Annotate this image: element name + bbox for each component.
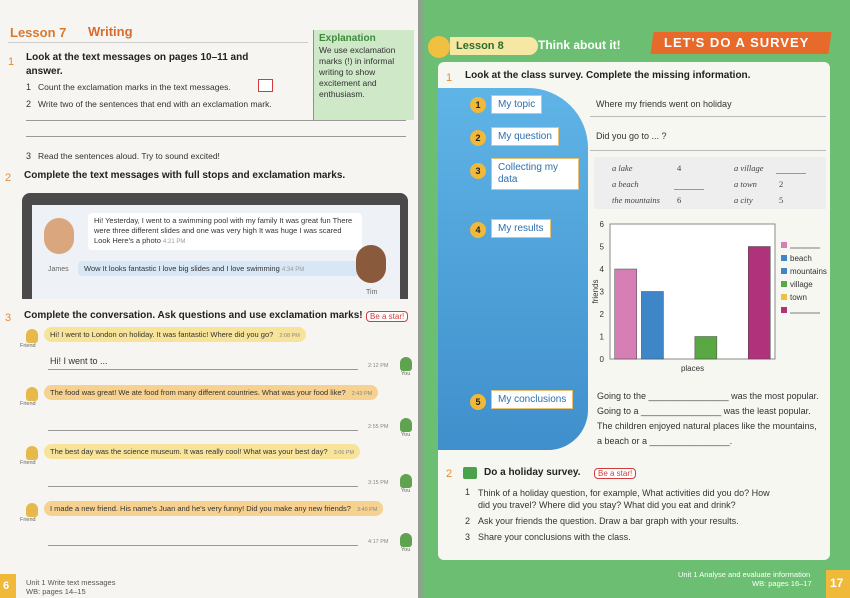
lesson-icon — [428, 36, 450, 58]
q1-item-1: Count the exclamation marks in the text messages. — [38, 82, 231, 92]
y-tick-label: 3 — [599, 287, 604, 297]
message-time: 3:15 PM — [368, 480, 389, 486]
divider — [590, 150, 826, 151]
bar — [748, 247, 770, 360]
q1-item-2: Write two of the sentences that end with an exclamation mark. — [38, 99, 272, 109]
q3-number: 3 — [5, 312, 12, 324]
conclusion-line[interactable]: Going to a ________________ was the least popular. — [597, 406, 811, 416]
question-value: Did you go to ... ? — [596, 131, 667, 141]
conclusion-line[interactable]: a beach or a ________________. — [597, 436, 733, 446]
banner-text: LET'S DO A SURVEY — [664, 35, 810, 50]
speaker-label: You — [401, 432, 411, 438]
q1-number: 1 — [446, 72, 453, 84]
answer-line[interactable] — [48, 369, 358, 370]
footer-wb: WB: pages 16–17 — [752, 579, 812, 588]
message-bubble — [88, 213, 362, 250]
q1-text: Look at the class survey. Complete the missing information. — [465, 70, 751, 81]
answer-line[interactable] — [26, 136, 406, 137]
lesson-title: Think about it! — [538, 38, 621, 52]
explanation-title: Explanation — [319, 33, 376, 44]
divider — [590, 116, 826, 117]
lesson-label: Lesson 7 — [10, 25, 67, 40]
speaker-label: You — [401, 488, 411, 494]
step-4-label: My results — [491, 219, 551, 238]
speaker-label: Friend — [20, 343, 36, 349]
step-1-label: My topic — [491, 95, 542, 114]
topic-value: Where my friends went on holiday — [596, 99, 732, 109]
place-label: a village — [734, 163, 764, 173]
person-icon — [26, 387, 38, 401]
legend-swatch — [781, 281, 787, 287]
message-time: 2:12 PM — [368, 363, 389, 369]
avatar — [44, 218, 74, 254]
message-time: 4:34 PM — [281, 267, 305, 273]
divider — [8, 42, 308, 43]
message-time: 3:06 PM — [333, 450, 355, 456]
speaker-label: You — [401, 547, 411, 553]
answer-box[interactable] — [258, 79, 273, 92]
sender-name: James — [48, 266, 69, 273]
person-icon — [400, 474, 412, 488]
speaker-label: Friend — [20, 460, 36, 466]
place-label: a beach — [612, 179, 639, 189]
x-axis-label: places — [680, 364, 705, 373]
answer-line[interactable] — [48, 430, 358, 431]
speaker-label: Friend — [20, 401, 36, 407]
spine — [418, 0, 426, 598]
step-5-badge: 5 — [470, 394, 486, 410]
avatar — [356, 245, 386, 283]
explanation-text: We use exclamation marks (!) in informal writing to show excitement and enthusiasm. — [319, 45, 396, 99]
q2-item-2: Ask your friends the question. Draw a bar graph with your results. — [478, 516, 739, 526]
message-text: The food was great! We ate food from many different countries. What was your food like? — [50, 388, 346, 397]
answer-line[interactable] — [674, 189, 704, 190]
q2-text: Do a holiday survey. — [484, 467, 581, 478]
q1-number: 1 — [8, 56, 15, 68]
be-a-star-badge: Be a star! — [366, 311, 408, 322]
legend-swatch — [781, 307, 787, 313]
count-value: 2 — [779, 179, 784, 189]
y-tick-label: 5 — [599, 242, 604, 252]
explanation-box — [313, 30, 414, 120]
page-number: 6 — [3, 580, 10, 592]
message-time: 4:21 PM — [163, 239, 186, 245]
message-text: Hi! I went to London on holiday. It was fantastic! Where did you go? — [50, 330, 274, 339]
speaker-label: Friend — [20, 517, 36, 523]
step-3-badge: 3 — [470, 163, 486, 179]
lesson-title: Writing — [88, 24, 133, 39]
answer-line[interactable] — [48, 486, 358, 487]
place-label: a town — [734, 179, 757, 189]
q1-item-3-num: 3 — [26, 151, 32, 161]
y-tick-label: 0 — [599, 355, 604, 364]
q2-number: 2 — [5, 172, 12, 184]
legend-swatch — [781, 255, 787, 261]
message-bubble — [44, 501, 383, 516]
y-tick-label: 4 — [599, 265, 604, 274]
page-number: 17 — [830, 576, 844, 590]
conclusion-line: The children enjoyed natural places like the mountains, — [597, 421, 817, 431]
message-bubble — [44, 385, 378, 400]
message-text: I made a new friend. His name's Juan and he's very funny! Did you make any new friends? — [50, 504, 351, 513]
q3-text: Complete the conversation. Ask questions and use exclamation marks! — [24, 310, 363, 321]
answer-text[interactable]: Hi! I went to ... — [50, 356, 108, 366]
y-tick-label: 2 — [599, 310, 604, 319]
legend-label: town — [790, 293, 807, 302]
legend-label: village — [790, 280, 813, 289]
left-page — [0, 0, 418, 598]
q2-number: 2 — [446, 468, 453, 480]
speaker-label: You — [401, 371, 411, 377]
y-tick-label: 6 — [599, 220, 604, 229]
answer-line[interactable] — [26, 120, 406, 121]
q2-item-3: Share your conclusions with the class. — [478, 532, 631, 542]
q2-item-1-num: 1 — [465, 487, 471, 497]
person-icon — [26, 446, 38, 460]
step-3-label: Collecting my data — [491, 158, 579, 190]
footer-wb: WB: pages 14–15 — [26, 587, 86, 596]
legend-label: mountains — [790, 267, 827, 276]
lesson-label: Lesson 8 — [456, 40, 504, 52]
q2-item-3-num: 3 — [465, 532, 471, 542]
message-text: Hi! Yesterday, I went to a swimming pool with my family It was great fun There were three different slides and one was very high It was huge I was scared Look Here's a photo — [94, 216, 353, 245]
survey-icon — [463, 467, 477, 479]
legend-swatch — [781, 268, 787, 274]
answer-line[interactable] — [48, 545, 358, 546]
q2-item-2-num: 2 — [465, 516, 471, 526]
y-tick-label: 1 — [599, 332, 604, 342]
message-bubble — [44, 327, 306, 342]
message-bubble — [78, 261, 360, 276]
place-label: a city — [734, 195, 753, 205]
footer-unit: Unit 1 Analyse and evaluate information — [678, 570, 811, 579]
q1-item-1-num: 1 — [26, 82, 32, 92]
answer-line[interactable] — [776, 173, 806, 174]
q1-item-2-num: 2 — [26, 99, 32, 109]
conclusions — [597, 389, 819, 449]
message-text: The best day was the science museum. It was really cool! What was your best day? — [50, 447, 328, 456]
step-2-badge: 2 — [470, 130, 486, 146]
legend-swatch — [781, 242, 787, 248]
y-axis-label: friends — [591, 279, 600, 304]
message-text: Wow It looks fantastic I love big slides and I love swimming — [84, 264, 280, 273]
q1-text: Look at the text messages on pages 10–11 and answer. — [26, 52, 249, 77]
bar — [615, 269, 637, 359]
sender-name: Tim — [366, 289, 378, 296]
footer-unit: Unit 1 Write text messages — [26, 578, 116, 587]
person-icon — [26, 329, 38, 343]
q2-text: Complete the text messages with full stops and exclamation marks. — [24, 170, 346, 181]
legend-label: beach — [790, 254, 812, 263]
count-value: 5 — [779, 195, 784, 205]
message-time: 2:43 PM — [351, 391, 373, 397]
step-4-badge: 4 — [470, 222, 486, 238]
q1-item-3: Read the sentences aloud. Try to sound excited! — [38, 151, 220, 161]
message-time: 3:40 PM — [356, 507, 378, 513]
count-value: 6 — [677, 195, 682, 205]
message-time: 4:17 PM — [368, 539, 389, 545]
message-time: 2:55 PM — [368, 424, 389, 430]
results-chart — [592, 214, 832, 374]
conclusion-line[interactable]: Going to the ________________ was the most popular. — [597, 391, 819, 401]
count-value: 4 — [677, 163, 682, 173]
person-icon — [400, 418, 412, 432]
place-label: a lake — [612, 163, 633, 173]
message-time: 2:08 PM — [279, 333, 300, 339]
person-icon — [400, 533, 412, 547]
q2-item-1: Think of a holiday question, for example, What activities did you do? How did you travel? Where did you stay? What did you eat and drink? — [478, 488, 770, 510]
place-label: the mountains — [612, 195, 660, 205]
bar — [695, 337, 717, 360]
person-icon — [400, 357, 412, 371]
step-2-label: My question — [491, 127, 559, 146]
legend-swatch — [781, 294, 787, 300]
message-bubble — [44, 444, 360, 459]
be-a-star-badge: Be a star! — [594, 468, 636, 479]
bar — [641, 292, 663, 360]
step-1-badge: 1 — [470, 97, 486, 113]
step-5-label: My conclusions — [491, 390, 573, 409]
person-icon — [26, 503, 38, 517]
